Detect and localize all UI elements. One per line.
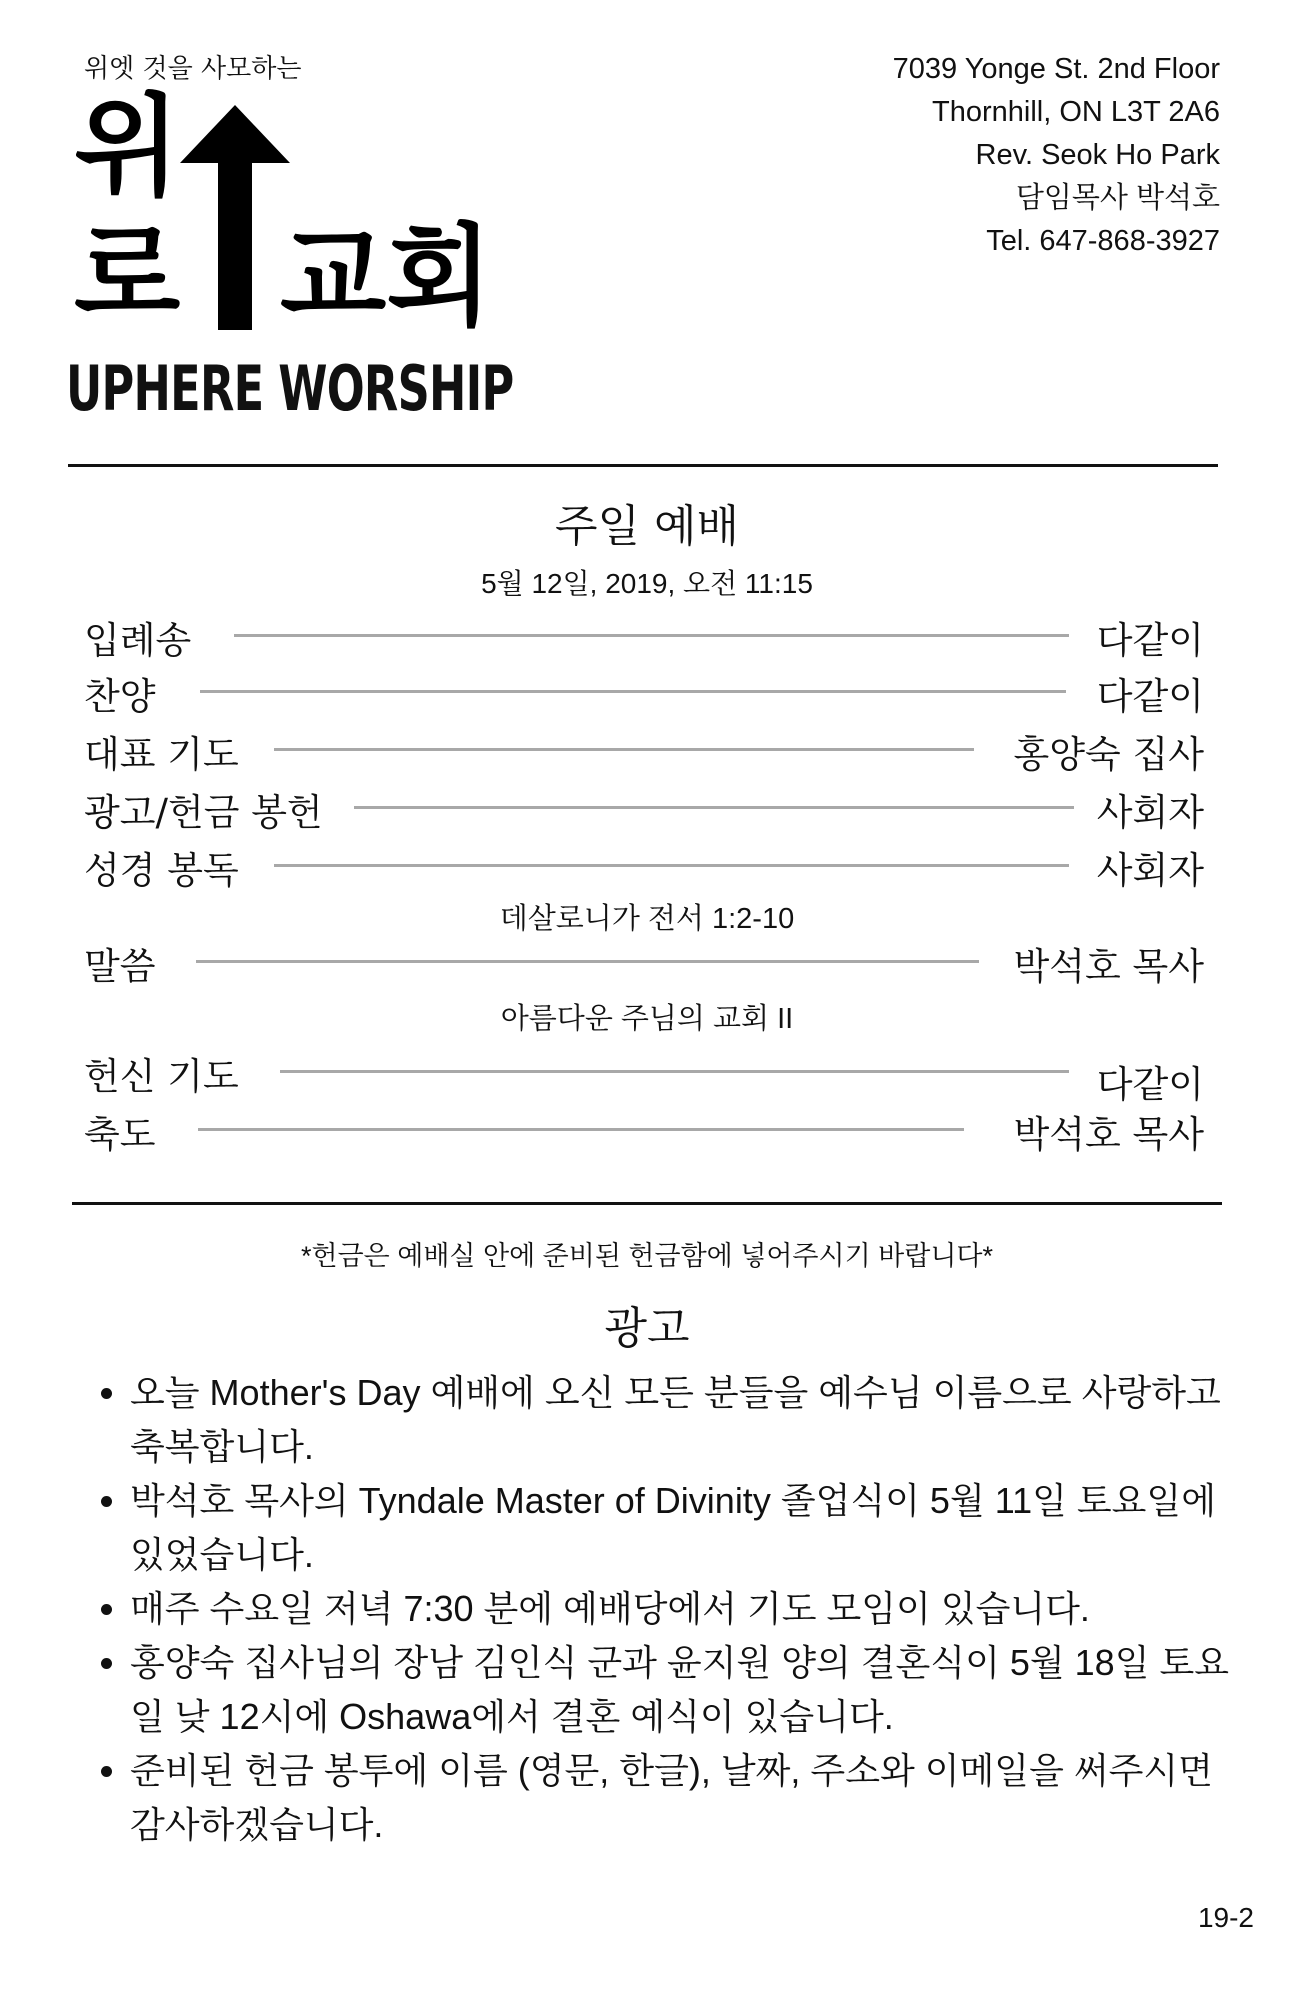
order-item: 입례송 (84, 619, 192, 662)
pastor-name-ko: 담임목사 박석호 (1015, 182, 1220, 214)
leader-line (274, 864, 1069, 867)
pastor-name-en: Rev. Seok Ho Park (975, 139, 1220, 171)
order-leader: 박석호 목사 (1013, 945, 1204, 988)
announcements-title: 광고 (604, 1303, 690, 1354)
announcement-item: • 홍양숙 집사님의 장남 김인식 군과 윤지원 양의 결혼식이 5월 18일 토요일 낮 12시에 Oshawa에서 결혼 예식이 있습니다. (130, 1636, 1250, 1744)
service-date: 5월 12일, 2019, 오전 11:15 (481, 568, 813, 599)
page-number: 19-2 (1197, 1902, 1254, 1933)
order-row (84, 1046, 1204, 1106)
order-row (84, 610, 1204, 660)
divider-bottom (72, 1202, 1222, 1205)
church-tagline: 위엣 것을 사모하는 (84, 54, 302, 84)
order-row (84, 1104, 1204, 1154)
scripture-reference: 데살로니가 전서 1:2-10 (499, 903, 795, 935)
order-row (84, 936, 1204, 986)
sermon-title: 아름다운 주님의 교회 II (500, 1003, 794, 1035)
order-leader: 사회자 (1096, 849, 1204, 892)
leader-line (234, 634, 1069, 637)
order-leader: 다같이 (1096, 675, 1204, 718)
order-item: 광고/헌금 봉헌 (84, 791, 323, 834)
announcements-list (100, 1366, 1250, 1852)
address-line: Thornhill, ON L3T 2A6 (932, 96, 1220, 128)
order-leader: 홍양숙 집사 (1013, 733, 1204, 776)
leader-line (196, 960, 979, 963)
logo-english-name: UPHERE WORSHIP (66, 352, 514, 425)
divider-top (68, 464, 1218, 467)
leader-line (198, 1128, 964, 1131)
order-row (84, 840, 1204, 890)
order-leader: 다같이 (1096, 619, 1204, 662)
order-item: 성경 봉독 (84, 849, 239, 892)
service-title: 주일 예배 (554, 501, 739, 552)
announcement-item: • 준비된 헌금 봉투에 이름 (영문, 한글), 날짜, 주소와 이메일을 써주시면 감사하겠습니다. (130, 1744, 1250, 1852)
order-item: 대표 기도 (84, 733, 239, 776)
logo-text-ro: 로 (74, 211, 181, 339)
order-row (84, 724, 1204, 774)
leader-line (200, 690, 1066, 693)
announcement-item: • 매주 수요일 저녁 7:30 분에 예배당에서 기도 모임이 있습니다. (130, 1582, 1250, 1636)
order-leader: 다같이 (1096, 1063, 1204, 1106)
order-row (84, 666, 1204, 716)
order-item: 찬양 (84, 675, 156, 718)
order-item: 말씀 (84, 945, 156, 988)
order-leader: 사회자 (1096, 791, 1204, 834)
up-arrow-icon (180, 105, 290, 330)
church-address-block (893, 48, 1220, 263)
church-phone: Tel. 647-868-3927 (986, 225, 1220, 257)
leader-line (280, 1070, 1069, 1073)
leader-line (274, 748, 974, 751)
announcement-item: • 오늘 Mother's Day 예배에 오신 모든 분들을 예수님 이름으로 사랑하고 축복합니다. (130, 1366, 1250, 1474)
order-leader: 박석호 목사 (1013, 1113, 1204, 1156)
leader-line (354, 806, 1074, 809)
address-line: 7039 Yonge St. 2nd Floor (892, 53, 1220, 85)
logo-text-church: 교회 (280, 213, 493, 341)
order-item: 축도 (84, 1113, 156, 1156)
order-row (84, 782, 1204, 832)
order-item: 헌신 기도 (84, 1055, 239, 1098)
logo-text-wi: 위 (74, 83, 181, 211)
offering-note: *헌금은 예배실 안에 준비된 헌금함에 넣어주시기 바랍니다* (301, 1241, 993, 1271)
announcement-item: • 박석호 목사의 Tyndale Master of Divinity 졸업식이 5월 11일 토요일에 있었습니다. (130, 1474, 1250, 1582)
